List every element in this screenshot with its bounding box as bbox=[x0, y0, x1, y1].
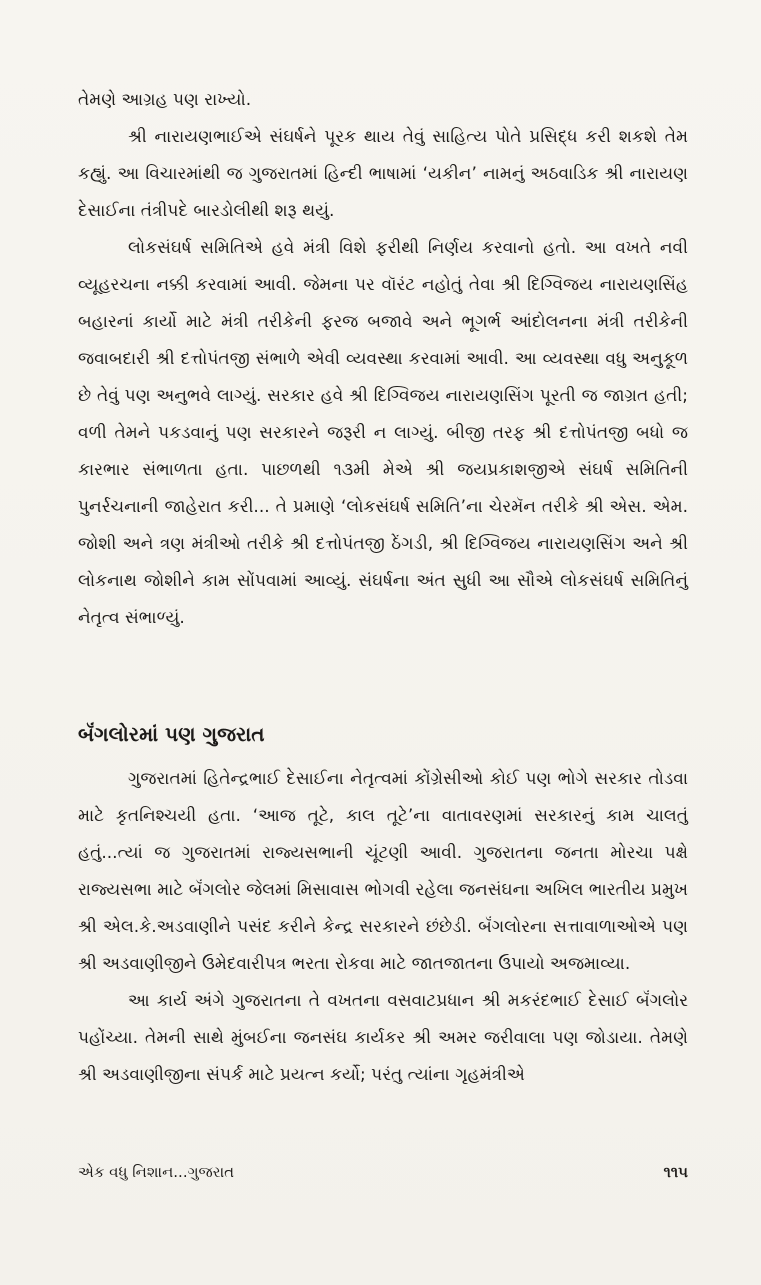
page-number: ૧૧૫ bbox=[663, 1163, 688, 1181]
paragraph: શ્રી નારાયણભાઈએ સંઘર્ષને પૂરક થાય તેવું સાહિત્ય પોતે પ્રસિદ્ધ કરી શકશે તેમ કહ્યું. આ વિચારમાંથી જ ગુજરાતમાં હિન્દી ભાષામાં ‘યકીન’ નામનું અઠવાડિક શ્રી નારાયણ દેસાઈના તંત્રીપદે બારડોલીથી શરૂ થયું. bbox=[78, 127, 688, 221]
body-text-bottom bbox=[78, 761, 688, 1094]
paragraph: લોકસંઘર્ષ સમિતિએ હવે મંત્રી વિશે ફરીથી નિર્ણય કરવાનો હતો. આ વખતે નવી વ્યૂહરચના નક્કી કરવામાં આવી. જેમના પર વૉરંટ નહોતું તેવા શ્રી દિગ્વિજય નારાયણસિંહ બહારનાં કાર્યો માટે મંત્રી તરીકેની ફરજ બજાવે અને ભૂગર્ભ આંદોલનના મંત્રી તરીકેની જવાબદારી શ્રી દત્તોપંતજી સંભાળે એવી વ્યવસ્થા કરવામાં આવી. આ વ્યવસ્થા વધુ અનુકૂળ છે તેવું પણ અનુભવે લાગ્યું. સરકાર હવે શ્રી દિગ્વિજય નારાયણસિંગ પૂરતી જ જાગ્રત હતી; વળી તેમને પકડવાનું પણ સરકારને જરૂરી ન લાગ્યું. બીજી તરફ શ્રી દત્તોપંતજી બધો જ કારભાર સંભાળતા હતા. પાછળથી ૧૩મી મેએ શ્રી જયપ્રકાશજીએ સંઘર્ષ સમિતિની પુનર્રચનાની જાહેરાત કરી... તે પ્રમાણે ‘લોકસંઘર્ષ સમિતિ’ના ચેરમૅન તરીકે શ્રી એસ. એમ. જોશી અને ત્રણ મંત્રીઓ તરીકે શ્રી દત્તોપંતજી ઠેંગડી, શ્રી દિગ્વિજય નારાયણસિંગ અને શ્રી લોકનાથ જોશીને કામ સોંપવામાં આવ્યું. સંઘર્ષના અંત સુધી આ સૌએ લોકસંઘર્ષ સમિતિનું નેતૃત્વ સંભાળ્યું. bbox=[78, 238, 688, 628]
paragraph: ગુજરાતમાં હિતેન્દ્રભાઈ દેસાઈના નેતૃત્વમાં કોંગ્રેસીઓ કોઈ પણ ભોગે સરકાર તોડવા માટે કૃતનિશ્ચયી હતા. ‘આજ તૂટે, કાલ તૂટે’ના વાતાવરણમાં સરકારનું કામ ચાલતું હતું...ત્યાં જ ગુજરાતમાં રાજ્યસભાની ચૂંટણી આવી. ગુજરાતના જનતા મોરચા પક્ષે રાજ્યસભા માટે બૅંગલોર જેલમાં મિસાવાસ ભોગવી રહેલા જનસંઘના અખિલ ભારતીય પ્રમુખ શ્રી એલ.કે.અડવાણીને પસંદ કરીને કેન્દ્ર સરકારને છંછેડી. બૅંગલોરના સત્તાવાળાઓએ પણ શ્રી અડવાણીજીને ઉમેદવારીપત્ર ભરતા રોકવા માટે જાતજાતના ઉપાયો અજમાવ્યા. bbox=[78, 769, 688, 974]
paragraph: આ કાર્ય અંગે ગુજરાતના તે વખતના વસવાટપ્રધાન શ્રી મકરંદભાઈ દેસાઈ બૅંગલોર પહોંચ્યા. તેમની સાથે મુંબઈના જનસંઘ કાર્યકર શ્રી અમર જરીવાલા પણ જોડાયા. તેમણે શ્રી અડવાણીજીના સંપર્ક માટે પ્રયત્ન કર્યો; પરંતુ ત્યાંના ગૃહમંત્રીએ bbox=[78, 991, 688, 1085]
paragraph: તેમણે આગ્રહ પણ રાખ્યો. bbox=[78, 90, 252, 110]
page-footer bbox=[78, 1158, 688, 1186]
section-heading: બૅંગલોરમાં પણ ગુજરાત bbox=[78, 722, 265, 746]
body-text-top bbox=[78, 82, 688, 637]
footer-book-title: એક વધુ નિશાન...ગુજરાત bbox=[78, 1163, 235, 1181]
